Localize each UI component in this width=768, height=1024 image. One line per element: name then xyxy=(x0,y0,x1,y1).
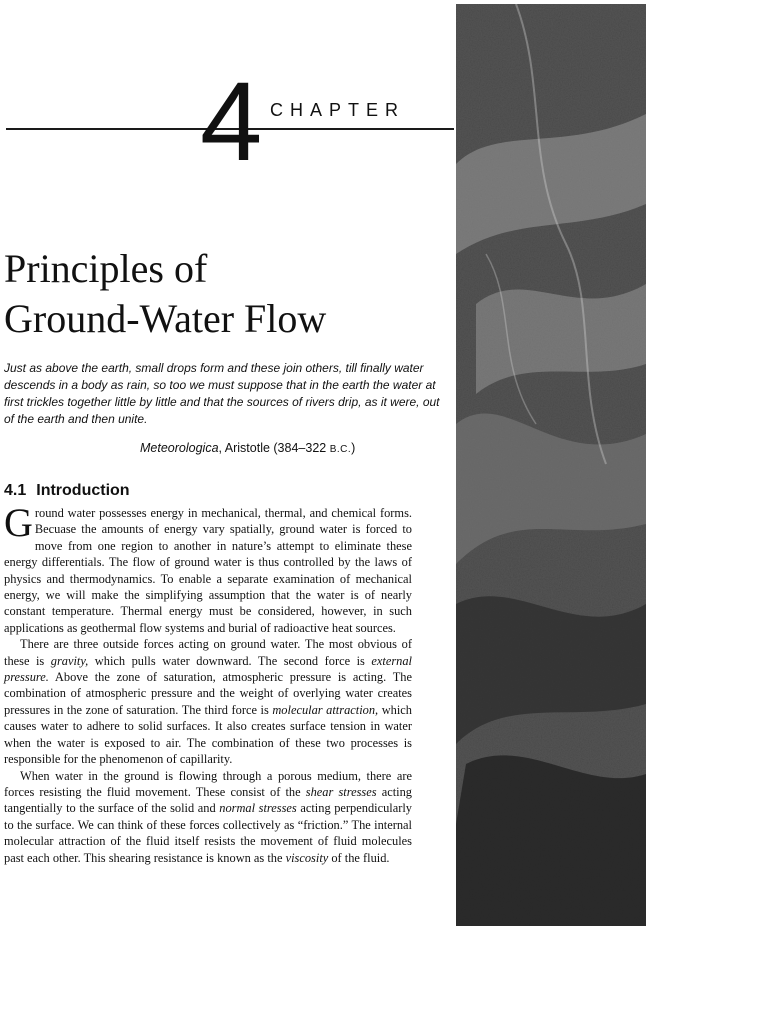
drop-cap: G xyxy=(4,500,33,545)
epigraph-quote: Just as above the earth, small drops form and these join others, till finally water descends in a body as rain, so too we must suppose that in the earth the water at first trickles together little by little and that the sources of rivers drip, as it were, out of the earth and then unite. xyxy=(4,361,440,426)
epigraph-work: Meteorologica xyxy=(140,441,219,455)
chapter-title-line-2: Ground-Water Flow xyxy=(4,296,327,341)
chapter-title-line-1: Principles of xyxy=(4,246,208,291)
paragraph-2-text-a: There are three outside forces acting on ground water. The most obvious of these is xyxy=(4,637,412,668)
section-title: Introduction xyxy=(36,482,130,499)
paragraph-3 xyxy=(4,768,412,866)
paragraph-2-text-d: which causes water to adhere to solid surfaces. It also creates surface tension in water when the water is exposed to air. The combination of these two processes is responsible for the phenomenon of capillarity. xyxy=(4,702,412,767)
term-shear-stresses: shear stresses xyxy=(305,784,377,799)
photo-texture xyxy=(456,4,646,926)
paragraph-2-text-b: which pulls water downward. The second force is xyxy=(88,653,372,668)
section-heading xyxy=(4,482,130,500)
chapter-photo-strip xyxy=(456,4,646,926)
term-external-pressure: external pressure. xyxy=(4,653,412,685)
term-gravity: gravity, xyxy=(50,653,89,668)
chapter-number: 4 xyxy=(200,59,263,184)
chapter-label: CHAPTER xyxy=(270,100,406,120)
paragraph-1-text: round water possesses energy in mechanical, thermal, and chemical forms. Becuase the amounts of energy vary spatially, ground water is forced to move from one region to another in nature’s attempt to eliminate these energy differentials. The flow of ground water is thus controlled by the laws of physics and thermodynamics. To enable a separate examination of mechanical energy, we will make the simplifying assumption that the water is of nearly constant temperature. Thermal energy must be considered, however, in such applications as geothermal flow systems and burial of radioactive heat sources. xyxy=(4,506,412,635)
term-normal-stresses: normal stresses xyxy=(219,801,297,816)
body-text xyxy=(4,500,412,866)
epigraph-attribution xyxy=(140,441,450,455)
term-molecular-attraction: molecular attraction, xyxy=(272,702,379,717)
paragraph-2 xyxy=(4,636,412,767)
section-number: 4.1 xyxy=(4,482,27,499)
chapter-title xyxy=(4,244,444,344)
paragraph-3-text-a: When water in the ground is flowing through a porous medium, there are forces resisting the fluid movement. These consist of the xyxy=(4,768,412,799)
epigraph-era: B.C. xyxy=(329,444,352,455)
paragraph-2-text-c: Above the zone of saturation, atmospheric pressure is acting. The combination of atmospheric pressure and the weight of overlying water creates pressures in the zone of saturation. The third force is xyxy=(4,670,412,717)
paragraph-3-text-b: acting tangentially to the surface of the solid and xyxy=(4,784,412,816)
paragraph-3-text-c: acting perpendicularly to the surface. We can think of these forces collectively as “friction.” The internal molecular attraction of the fluid itself resists the movement of fluid molecules past each other. This shearing resistance is known as the xyxy=(4,801,412,865)
epigraph-close: ) xyxy=(351,441,356,455)
paragraph-1 xyxy=(4,500,412,636)
epigraph-author: , Aristotle (384–322 xyxy=(218,441,330,455)
paragraph-3-text-d: of the fluid. xyxy=(328,850,390,865)
term-viscosity: viscosity xyxy=(285,850,329,865)
